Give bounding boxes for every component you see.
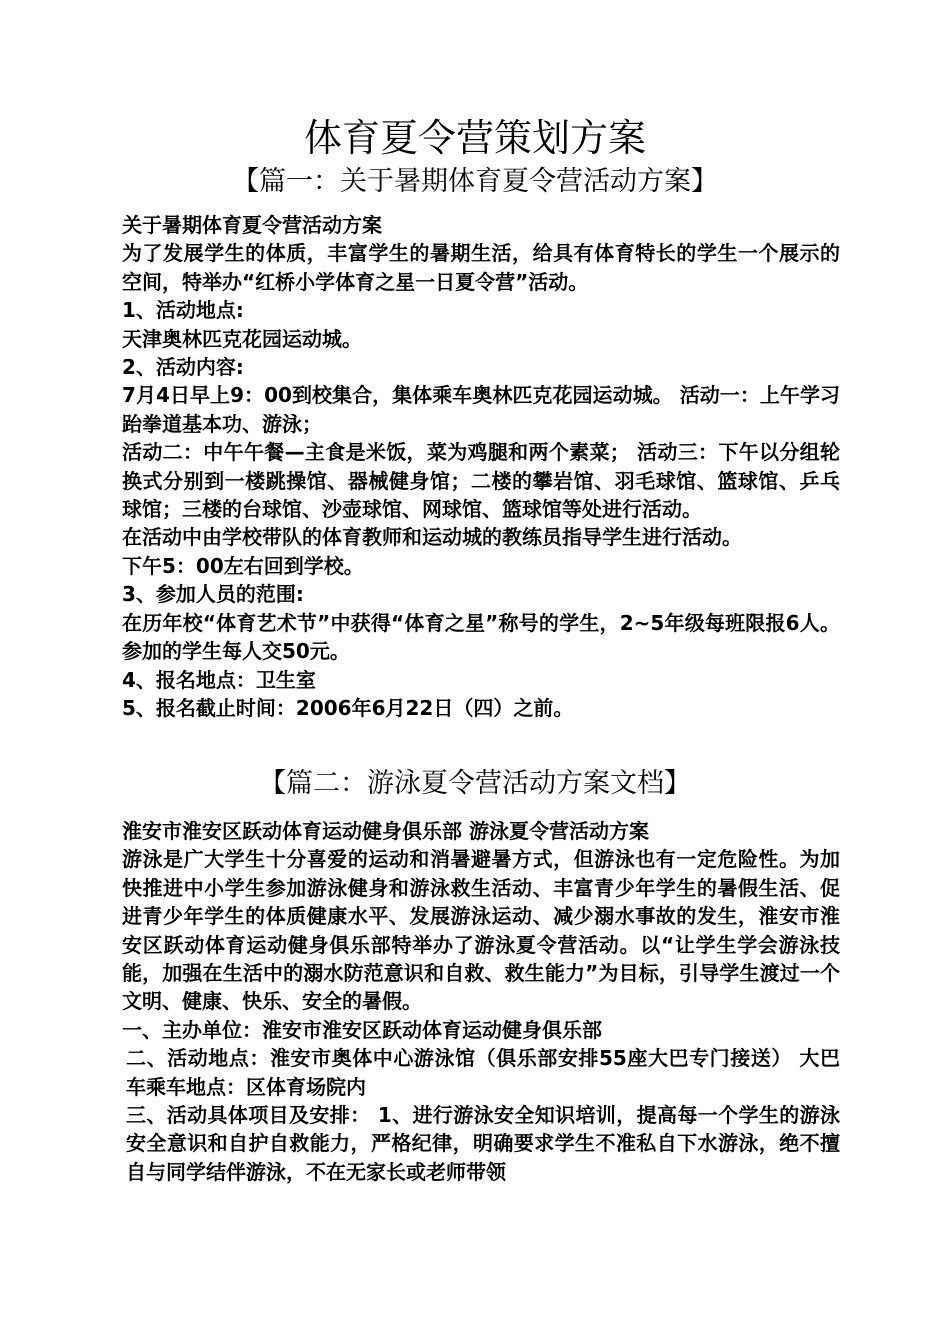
section1-heading: 【篇一：关于暑期体育夏令营活动方案】	[232, 166, 718, 197]
section1-subtitle: 关于暑期体育夏令营活动方案	[122, 213, 382, 237]
content-schedule: 7月4日早上9：00到校集合，集体乘车奥林匹克花园运动城。 活动一：上午学习跆拳道基本功、游泳；	[122, 383, 840, 436]
venue: 二、活动地点：淮安市奥体中心游泳馆（俱乐部安排55座大巴专门接送） 大巴车乘车地点：区体育场院内	[126, 1046, 840, 1099]
arrangements: 三、活动具体项目及安排： 1、进行游泳安全知识培训，提高每一个学生的游泳安全意识和自护自救能力，严格纪律，明确要求学生不准私自下水游泳，绝不擅自与同学结伴游泳，不在无家长或老师带领	[126, 1103, 840, 1184]
section2-intro: 游泳是广大学生十分喜爱的运动和消暑避暑方式，但游泳也有一定危险性。为加快推进中小学生参加游泳健身和游泳救生活动、丰富青少年学生的暑假生活、促进青少年学生的体质健康水平、发展游泳运动、减少溺水事故的发生，淮安市淮安区跃动体育运动健身俱乐部特举办了游泳夏令营活动。以“让学生学会游泳技能，加强在生活中的溺水防范意识和自救、救生能力”为目标，引导学生渡过一个文明、健康、快乐、安全的暑假。	[122, 847, 840, 1014]
section1-intro: 为了发展学生的体质，丰富学生的暑期生活，给具有体育特长的学生一个展示的空间，特举办“红桥小学体育之星一日夏令营”活动。	[122, 241, 840, 294]
content-return: 下午5：00左右回到学校。	[122, 553, 364, 578]
organizer: 一、主办单位：淮安市淮安区跃动体育运动健身俱乐部	[122, 1017, 602, 1042]
section2-heading: 【篇二：游泳夏令营活动方案文档】	[259, 768, 691, 799]
location-value: 天津奥林匹克花园运动城。	[122, 326, 362, 351]
content-label: 2、活动内容:	[122, 355, 244, 380]
participants-label: 3、参加人员的范围:	[122, 582, 304, 607]
registration-deadline: 5、报名截止时间：2006年6月22日（四）之前。	[122, 695, 574, 720]
content-activities: 活动二：中午午餐—主食是米饭，菜为鸡腿和两个素菜； 活动三：下午以分组轮换式分别到一楼跳操馆、器械健身馆；二楼的攀岩馆、羽毛球馆、篮球馆、乒乓球馆；三楼的台球馆、沙壶球馆、网球馆、篮球馆等处进行活动。	[122, 440, 840, 522]
content-guidance: 在活动中由学校带队的体育教师和运动城的教练员指导学生进行活动。	[122, 525, 742, 550]
registration-place: 4、报名地点：卫生室	[122, 667, 316, 692]
participants-value: 在历年校“体育艺术节”中获得“体育之星”称号的学生，2~5年级每班限报6人。参加的学生每人交50元。	[122, 610, 840, 664]
section2-body	[116, 817, 840, 1186]
document-title: 体育夏令营策划方案	[303, 116, 646, 160]
section1-body	[116, 211, 840, 722]
location-label: 1、活动地点:	[122, 298, 244, 323]
section2-subtitle: 淮安市淮安区跃动体育运动健身俱乐部 游泳夏令营活动方案	[122, 819, 649, 843]
